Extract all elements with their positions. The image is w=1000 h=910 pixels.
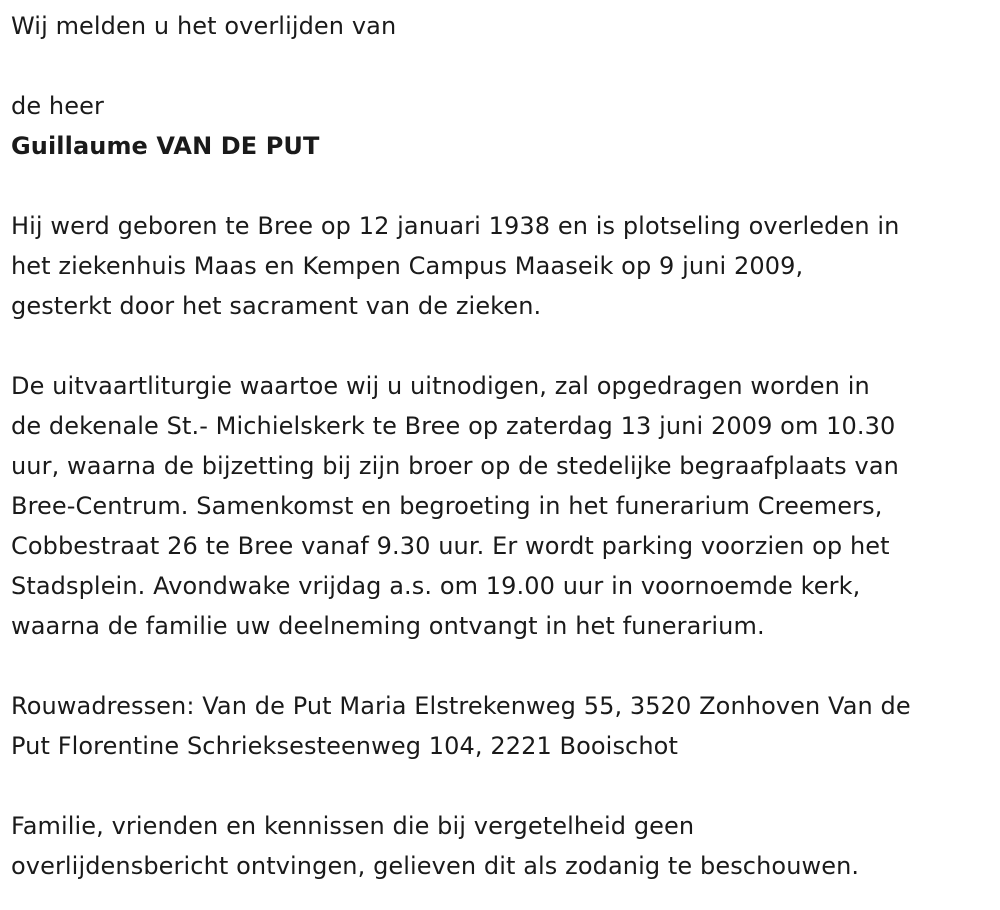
birth-death-paragraph: [11, 206, 1000, 326]
paragraph-line: Familie, vrienden en kennissen die bij vergetelheid geen: [11, 812, 695, 840]
spacer: [11, 766, 1000, 806]
paragraph-line: Stadsplein. Avondwake vrijdag a.s. om 19.00 uur in voornoemde kerk,: [11, 572, 861, 600]
closing-paragraph: [11, 806, 1000, 886]
paragraph-line: Put Florentine Schrieksesteenweg 104, 2221 Booischot: [11, 732, 678, 760]
paragraph-line: Hij werd geboren te Bree op 12 januari 1938 en is plotseling overleden in: [11, 212, 900, 240]
paragraph-line: De uitvaartliturgie waartoe wij u uitnodigen, zal opgedragen worden in: [11, 372, 870, 400]
deceased-name: Guillaume VAN DE PUT: [11, 132, 320, 160]
paragraph-line: het ziekenhuis Maas en Kempen Campus Maaseik op 9 juni 2009,: [11, 252, 804, 280]
funeral-paragraph: [11, 366, 1000, 646]
paragraph-line: gesterkt door het sacrament van de zieken.: [11, 292, 542, 320]
paragraph-line: Rouwadressen: Van de Put Maria Elstrekenweg 55, 3520 Zonhoven Van de: [11, 692, 911, 720]
spacer: [11, 646, 1000, 686]
paragraph-line: uur, waarna de bijzetting bij zijn broer op de stedelijke begraafplaats van: [11, 452, 899, 480]
intro-text: Wij melden u het overlijden van: [11, 12, 397, 40]
address-paragraph: [11, 686, 1000, 766]
paragraph-line: overlijdensbericht ontvingen, gelieven dit als zodanig te beschouwen.: [11, 852, 860, 880]
spacer: [11, 46, 1000, 86]
paragraph-line: Bree-Centrum. Samenkomst en begroeting in het funerarium Creemers,: [11, 492, 883, 520]
spacer: [11, 326, 1000, 366]
paragraph-line: de dekenale St.- Michielskerk te Bree op zaterdag 13 juni 2009 om 10.30: [11, 412, 896, 440]
paragraph-line: waarna de familie uw deelneming ontvangt in het funerarium.: [11, 612, 765, 640]
paragraph-line: Cobbestraat 26 te Bree vanaf 9.30 uur. Er wordt parking voorzien op het: [11, 532, 890, 560]
salutation-text: de heer: [11, 92, 104, 120]
spacer: [11, 166, 1000, 206]
